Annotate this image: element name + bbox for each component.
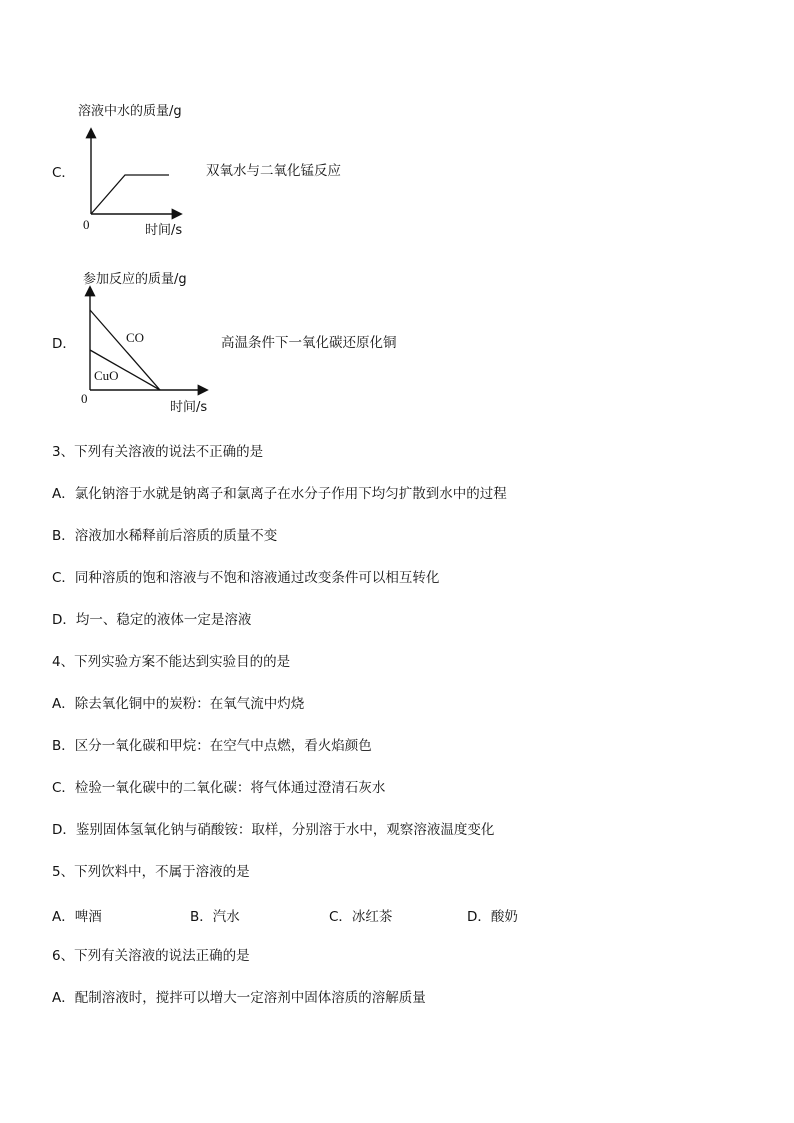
figure-d-co-label: CO: [126, 330, 145, 345]
figure-d-option-label: D．: [52, 336, 76, 352]
q3-option-b: B．溶液加水稀释前后溶质的质量不变: [52, 528, 278, 544]
q6-stem: 6、下列有关溶液的说法正确的是: [52, 948, 250, 964]
q5-stem: 5、下列饮料中，不属于溶液的是: [52, 864, 250, 880]
q4-option-d: D．鉴别固体氢氧化钠与硝酸铵：取样，分别溶于水中，观察溶液温度变化: [52, 822, 495, 838]
figure-c-graph: [72, 96, 202, 241]
figure-d-y-axis-label: 参加反应的质量/g: [83, 272, 187, 287]
figure-d-x-axis-label: 时间/s: [170, 400, 208, 415]
q6-option-a: A．配制溶液时，搅拌可以增大一定溶剂中固体溶质的溶解质量: [52, 990, 426, 1006]
figure-c-curve: [91, 175, 169, 214]
q4-option-c: C．检验一氧化碳中的二氧化碳：将气体通过澄清石灰水: [52, 780, 386, 796]
q3-option-d: D．均一、稳定的液体一定是溶液: [52, 612, 252, 628]
q5-option-d: D．酸奶: [467, 909, 518, 925]
figure-c-option-label: C．: [52, 165, 75, 181]
q4-stem: 4、下列实验方案不能达到实验目的的是: [52, 654, 291, 670]
figure-c-caption: 双氧水与二氧化锰反应: [206, 163, 341, 179]
q5-option-a: A．啤酒: [52, 909, 102, 925]
q4-option-b: B．区分一氧化碳和甲烷：在空气中点燃，看火焰颜色: [52, 738, 372, 754]
figure-d-cuo-label: CuO: [94, 368, 119, 383]
figure-c-x-axis-label: 时间/s: [145, 223, 183, 238]
figure-c-y-axis-label: 溶液中水的质量/g: [78, 104, 182, 119]
q3-stem: 3、下列有关溶液的说法不正确的是: [52, 444, 264, 460]
q5-option-b: B．汽水: [190, 909, 240, 925]
figure-d-graph: [72, 264, 222, 416]
q3-option-a: A．氯化钠溶于水就是钠离子和氯离子在水分子作用下均匀扩散到水中的过程: [52, 486, 507, 502]
figure-c-origin: 0: [83, 217, 90, 232]
q4-option-a: A．除去氧化铜中的炭粉：在氧气流中灼烧: [52, 696, 305, 712]
figure-d-caption: 高温条件下一氧化碳还原化铜: [221, 335, 397, 351]
q5-option-c: C．冰红茶: [329, 909, 393, 925]
q3-option-c: C．同种溶质的饱和溶液与不饱和溶液通过改变条件可以相互转化: [52, 570, 440, 586]
figure-d-origin: 0: [81, 391, 88, 406]
